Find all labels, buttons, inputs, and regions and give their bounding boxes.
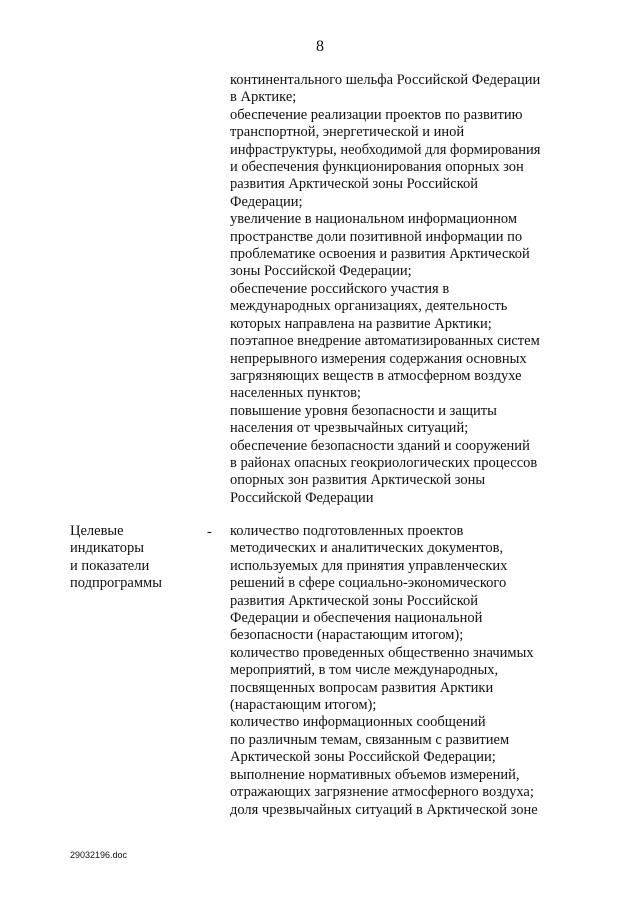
text-line: населенных пунктов; — [230, 385, 361, 402]
footer-filename: 29032196.doc — [70, 850, 128, 860]
text-line: отражающих загрязнение атмосферного воздуха; — [230, 784, 534, 801]
text-line: и обеспечения функционирования опорных зон — [230, 159, 524, 176]
text-line: Федерации; — [230, 193, 303, 210]
text-line: населения от чрезвычайных ситуаций; — [230, 420, 469, 437]
section-label-line: и показатели — [70, 557, 150, 574]
text-line: развития Арктической зоны Российской — [230, 176, 479, 193]
text-line: непрерывного измерения содержания основных — [230, 350, 527, 367]
text-line: посвященных вопросам развития Арктики — [230, 679, 494, 696]
text-line: обеспечение реализации проектов по развитию — [230, 106, 523, 123]
text-line: транспортной, энергетической и иной — [230, 124, 465, 141]
text-line: которых направлена на развитие Арктики; — [230, 315, 492, 332]
text-line: инфраструктуры, необходимой для формирования — [230, 141, 541, 158]
text-line: в районах опасных геокриологических процессов — [230, 454, 538, 471]
text-line: континентального шельфа Российской Федерации — [230, 72, 541, 88]
text-line: международных организациях, деятельность — [230, 298, 508, 315]
text-line: в Арктике; — [230, 89, 297, 106]
section-label-line: индикаторы — [70, 540, 144, 557]
text-line: увеличение в национальном информационном — [230, 211, 518, 228]
text-line: развития Арктической зоны Российской — [230, 592, 479, 609]
text-line: проблематике освоения и развития Арктической — [230, 246, 530, 263]
text-line: обеспечение безопасности зданий и сооружений — [230, 437, 530, 454]
text-line: обеспечение российского участия в — [230, 280, 450, 297]
text-line: Российской Федерации — [230, 489, 374, 506]
page-number: 8 — [316, 38, 324, 55]
text-line: повышение уровня безопасности и защиты — [230, 402, 497, 419]
text-line: количество проведенных общественно значимых — [230, 644, 534, 661]
text-block-tasks — [230, 72, 570, 507]
separator-dash: - — [207, 524, 212, 540]
text-line: мероприятий, в том числе международных, — [230, 662, 499, 679]
text-line: загрязняющих веществ в атмосферном воздухе — [230, 367, 522, 384]
text-line: поэтапное внедрение автоматизированных систем — [230, 333, 540, 350]
text-line: используемых для принятия управленческих — [230, 557, 508, 574]
text-line: Арктической зоны Российской Федерации; — [230, 749, 496, 766]
text-line: (нарастающим итогом); — [230, 697, 377, 714]
section-label-line: подпрограммы — [70, 575, 162, 592]
text-line: зоны Российской Федерации; — [230, 263, 412, 280]
text-line: методических и аналитических документов, — [230, 540, 504, 557]
text-line: опорных зон развития Арктической зоны — [230, 472, 486, 489]
text-line: безопасности (нарастающим итогом); — [230, 627, 464, 644]
text-line: количество подготовленных проектов — [230, 523, 464, 539]
text-line: доля чрезвычайных ситуаций в Арктической зоне — [230, 801, 538, 818]
text-line: количество информационных сообщений — [230, 714, 486, 731]
text-block-indicators — [230, 523, 570, 819]
text-line: Федерации и обеспечения национальной — [230, 610, 483, 627]
text-line: решений в сфере социально-экономического — [230, 575, 507, 592]
section-label — [70, 523, 200, 593]
text-line: пространстве доли позитивной информации по — [230, 228, 523, 245]
text-line: по различным темам, связанным с развитием — [230, 731, 510, 748]
text-line: выполнение нормативных объемов измерений, — [230, 766, 520, 783]
section-label-line: Целевые — [70, 523, 124, 539]
